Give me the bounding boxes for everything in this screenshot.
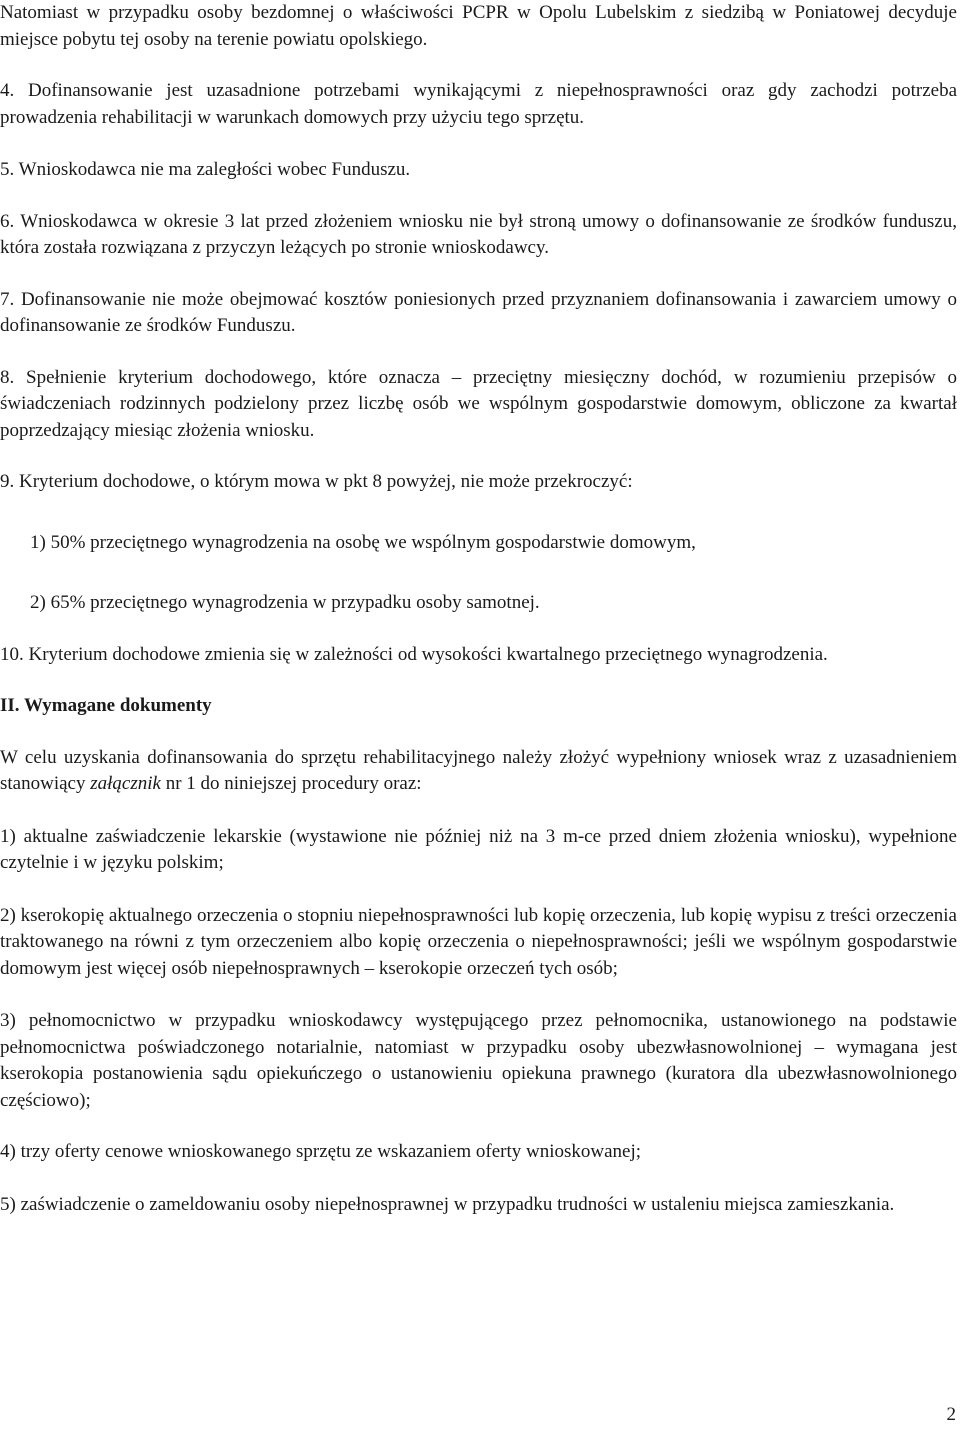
section-intro	[0, 745, 957, 798]
documents-list-item-1: 1) aktualne zaświadczenie lekarskie (wystawione nie później niż na 3 m-ce przed dniem złożenia wniosku), wypełnione czytelnie i w języku polskim;	[0, 825, 957, 873]
page-number: 2	[946, 1404, 956, 1425]
paragraph-point-9-item-2: 2) 65% przeciętnego wynagrodzenia w przypadku osoby samotnej.	[30, 592, 540, 613]
paragraph-point-10: 10. Kryterium dochodowe zmienia się w zależności od wysokości kwartalnego przeciętnego wynagrodzenia.	[0, 643, 828, 665]
section-heading: II. Wymagane dokumenty	[0, 695, 212, 716]
paragraph-point-8: 8. Spełnienie kryterium dochodowego, które oznacza – przeciętny miesięczny dochód, w rozumieniu przepisów o świadczeniach rodzinnych podzielony przez liczbę osób we wspólnym gospodarstwie domowym, obliczone za kwartał poprzedzający miesiąc złożenia wniosku.	[0, 366, 957, 441]
documents-list-item-2: 2) kserokopię aktualnego orzeczenia o stopniu niepełnosprawności lub kopię orzeczenia, lub kopię wypisu z treści orzeczenia traktowanego na równi z tym orzeczeniem albo kopię orzeczenia o niepełnosprawności; jeśli we wspólnym gospodarstwie domowym jest więcej osób niepełnosprawnych – kserokopie orzeczeń tych osób;	[0, 904, 957, 979]
paragraph-point-9-item-1: 1) 50% przeciętnego wynagrodzenia na osobę we wspólnym gospodarstwie domowym,	[30, 531, 696, 553]
paragraph-point-4: 4. Dofinansowanie jest uzasadnione potrzebami wynikającymi z niepełnosprawności oraz gdy zachodzi potrzeba prowadzenia rehabilitacji w warunkach domowych przy użyciu tego sprzętu.	[0, 80, 957, 128]
documents-list-item-3: 3) pełnomocnictwo w przypadku wnioskodawcy występującego przez pełnomocnika, ustanowionego na podstawie pełnomocnictwa poświadczonego notarialnie, natomiast w przypadku osoby ubezwłasnowolnionej – wymagana jest kserokopia postanowienia sądu opiekuńczego o ustanowieniu opiekuna prawnego (kuratora dla ubezwłasnowolnionego częściowo);	[0, 1010, 957, 1111]
documents-list-item-5: 5) zaświadczenie o zameldowaniu osoby niepełnosprawnej w przypadku trudności w ustaleniu miejsca zamieszkania.	[0, 1193, 895, 1215]
documents-list-item-4: 4) trzy oferty cenowe wnioskowanego sprzętu ze wskazaniem oferty wnioskowanej;	[0, 1141, 642, 1162]
section-intro-before: W celu uzyskania dofinansowania do sprzętu rehabilitacyjnego należy złożyć wypełniony wniosek wraz z uzasadnieniem stanowiący	[0, 746, 957, 794]
paragraph-intro: Natomiast w przypadku osoby bezdomnej o właściwości PCPR w Opolu Lubelskim z siedzibą w Poniatowej decyduje miejsce pobytu tej osoby na terenie powiatu opolskiego.	[0, 2, 957, 50]
paragraph-point-6: 6. Wnioskodawca w okresie 3 lat przed złożeniem wniosku nie był stroną umowy o dofinansowanie ze środków funduszu, która została rozwiązana z przyczyn leżących po stronie wnioskodawcy.	[0, 210, 957, 258]
section-intro-after: nr 1 do niniejszej procedury oraz:	[160, 773, 422, 794]
section-intro-italic: załącznik	[90, 773, 161, 794]
paragraph-point-9: 9. Kryterium dochodowe, o którym mowa w pkt 8 powyżej, nie może przekroczyć:	[0, 471, 633, 492]
paragraph-point-7: 7. Dofinansowanie nie może obejmować kosztów poniesionych przed przyznaniem dofinansowania i zawarciem umowy o dofinansowanie ze środków Funduszu.	[0, 288, 957, 336]
paragraph-point-5: 5. Wnioskodawca nie ma zaległości wobec Funduszu.	[0, 159, 411, 180]
